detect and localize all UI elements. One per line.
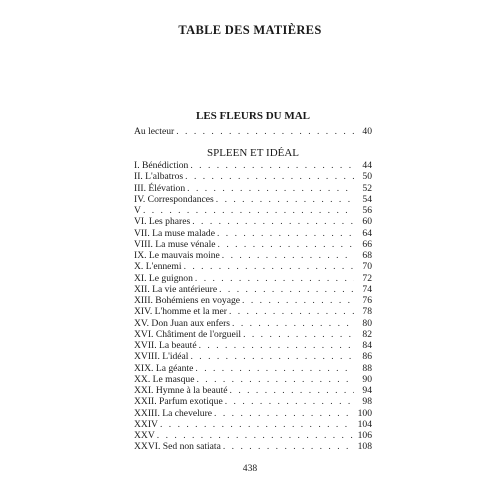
toc-entry-page: 100	[357, 407, 372, 419]
toc-entry	[134, 261, 372, 272]
toc-entry	[134, 385, 372, 396]
toc-list	[134, 160, 372, 453]
toc-entry	[134, 329, 372, 340]
toc-entry-page: 86	[362, 351, 372, 363]
toc-entry-title: Au lecteur	[134, 126, 175, 137]
dot-leader	[214, 408, 354, 419]
dot-leader	[223, 441, 354, 452]
toc-entry-title: XX. Le masque	[134, 373, 195, 385]
dot-leader	[216, 194, 354, 205]
toc-entry	[134, 273, 372, 284]
toc-entry-page: 50	[362, 171, 372, 183]
dot-leader	[192, 216, 354, 227]
toc-entry-title: XI. Le guignon	[134, 272, 193, 284]
section-title: LES FLEURS DU MAL	[196, 110, 310, 122]
toc-entry-page: 104	[357, 418, 372, 430]
toc-entry	[134, 351, 372, 362]
toc-entry-title: XXIV	[134, 418, 158, 430]
toc-entry-page: 44	[362, 160, 372, 171]
dot-leader	[225, 396, 354, 407]
toc-entry-title: II. L'albatros	[134, 171, 184, 183]
toc-entry	[134, 419, 372, 430]
toc-entry-page: 68	[362, 250, 372, 261]
toc-entry-page: 108	[357, 441, 372, 453]
dot-leader	[229, 306, 354, 317]
toc-entry-page: 74	[362, 283, 372, 295]
toc-entry-page: 76	[362, 295, 372, 306]
dot-leader	[185, 171, 354, 182]
intro-toc-list	[134, 126, 372, 137]
dot-leader	[232, 318, 354, 329]
dot-leader	[196, 374, 354, 385]
dot-leader	[190, 160, 354, 171]
toc-entry	[134, 408, 372, 419]
toc-entry-page: 88	[362, 362, 372, 374]
toc-entry-page: 70	[362, 261, 372, 273]
toc-entry	[134, 363, 372, 374]
toc-entry-title: V	[134, 205, 141, 216]
toc-entry-title: VII. La muse malade	[134, 227, 215, 239]
toc-entry-page: 56	[362, 205, 372, 216]
toc-entry-title: XVII. La beauté	[134, 340, 197, 351]
toc-entry-page: 72	[362, 272, 372, 284]
toc-entry-page: 94	[362, 385, 372, 396]
toc-entry	[134, 228, 372, 239]
toc-entry-page: 98	[362, 396, 372, 408]
toc-entry	[134, 205, 372, 216]
dot-leader	[190, 351, 354, 362]
dot-leader	[160, 419, 354, 430]
toc-entry-title: XIX. La géante	[134, 362, 194, 374]
page-title: TABLE DES MATIÈRES	[178, 23, 322, 37]
toc-entry	[134, 160, 372, 171]
toc-entry-title: VI. Les phares	[134, 216, 191, 228]
toc-entry	[134, 250, 372, 261]
toc-entry	[134, 183, 372, 194]
toc-entry	[134, 306, 372, 317]
dot-leader	[242, 295, 354, 306]
dot-leader	[187, 183, 354, 194]
toc-entry	[134, 216, 372, 227]
dot-leader	[217, 228, 354, 239]
dot-leader	[195, 363, 354, 374]
dot-leader	[143, 205, 354, 216]
toc-entry-title: XIV. L'homme et la mer	[134, 306, 227, 318]
dot-leader	[243, 329, 354, 340]
toc-entry-page: 78	[362, 306, 372, 318]
toc-entry-title: I. Bénédiction	[134, 160, 189, 171]
page-number: 438	[242, 463, 258, 474]
toc-entry	[134, 441, 372, 452]
toc-entry-title: XV. Don Juan aux enfers	[134, 317, 231, 329]
dot-leader	[176, 126, 354, 137]
dot-leader	[219, 284, 354, 295]
toc-entry-page: 64	[362, 227, 372, 239]
toc-entry	[134, 126, 372, 137]
dot-leader	[195, 273, 354, 284]
toc-entry-title: IV. Correspondances	[134, 193, 214, 205]
toc-entry-title: XII. La vie antérieure	[134, 283, 218, 295]
toc-entry-title: XVI. Châtiment de l'orgueil	[134, 328, 242, 340]
toc-entry-page: 106	[357, 430, 372, 441]
dot-leader	[157, 430, 354, 441]
toc-entry-page: 66	[362, 238, 372, 250]
toc-entry-title: XXV	[134, 430, 155, 441]
toc-entry-page: 80	[362, 317, 372, 329]
toc-entry-page: 60	[362, 216, 372, 228]
toc-entry	[134, 318, 372, 329]
toc-entry-page: 82	[362, 328, 372, 340]
toc-entry-page: 52	[362, 182, 372, 194]
toc-entry-page: 40	[362, 126, 372, 137]
toc-entry-title: XVIII. L'idéal	[134, 351, 189, 363]
dot-leader	[230, 385, 354, 396]
toc-entry-page: 54	[362, 193, 372, 205]
dot-leader	[184, 261, 354, 272]
toc-entry-title: X. L'ennemi	[134, 261, 182, 273]
toc-entry-page: 90	[362, 373, 372, 385]
dot-leader	[222, 250, 354, 261]
toc-entry-title: XIII. Bohémiens en voyage	[134, 295, 241, 306]
toc-entry	[134, 295, 372, 306]
toc-entry-title: XXII. Parfum exotique	[134, 396, 223, 408]
toc-entry-page: 84	[362, 340, 372, 351]
toc-entry	[134, 171, 372, 182]
toc-entry	[134, 239, 372, 250]
toc-entry	[134, 284, 372, 295]
toc-entry-title: III. Élévation	[134, 182, 186, 194]
toc-entry	[134, 374, 372, 385]
toc-entry-title: VIII. La muse vénale	[134, 238, 216, 250]
subsection-title: SPLEEN ET IDÉAL	[206, 147, 300, 159]
toc-entry-title: XXI. Hymne à la beauté	[134, 385, 228, 396]
dot-leader	[199, 340, 354, 351]
dot-leader	[218, 239, 354, 250]
toc-entry-title: XXVI. Sed non satiata	[134, 441, 221, 453]
toc-entry-title: IX. Le mauvais moine	[134, 250, 220, 261]
toc-entry	[134, 194, 372, 205]
toc-entry	[134, 396, 372, 407]
toc-entry	[134, 430, 372, 441]
toc-entry-title: XXIII. La chevelure	[134, 407, 213, 419]
toc-entry	[134, 340, 372, 351]
